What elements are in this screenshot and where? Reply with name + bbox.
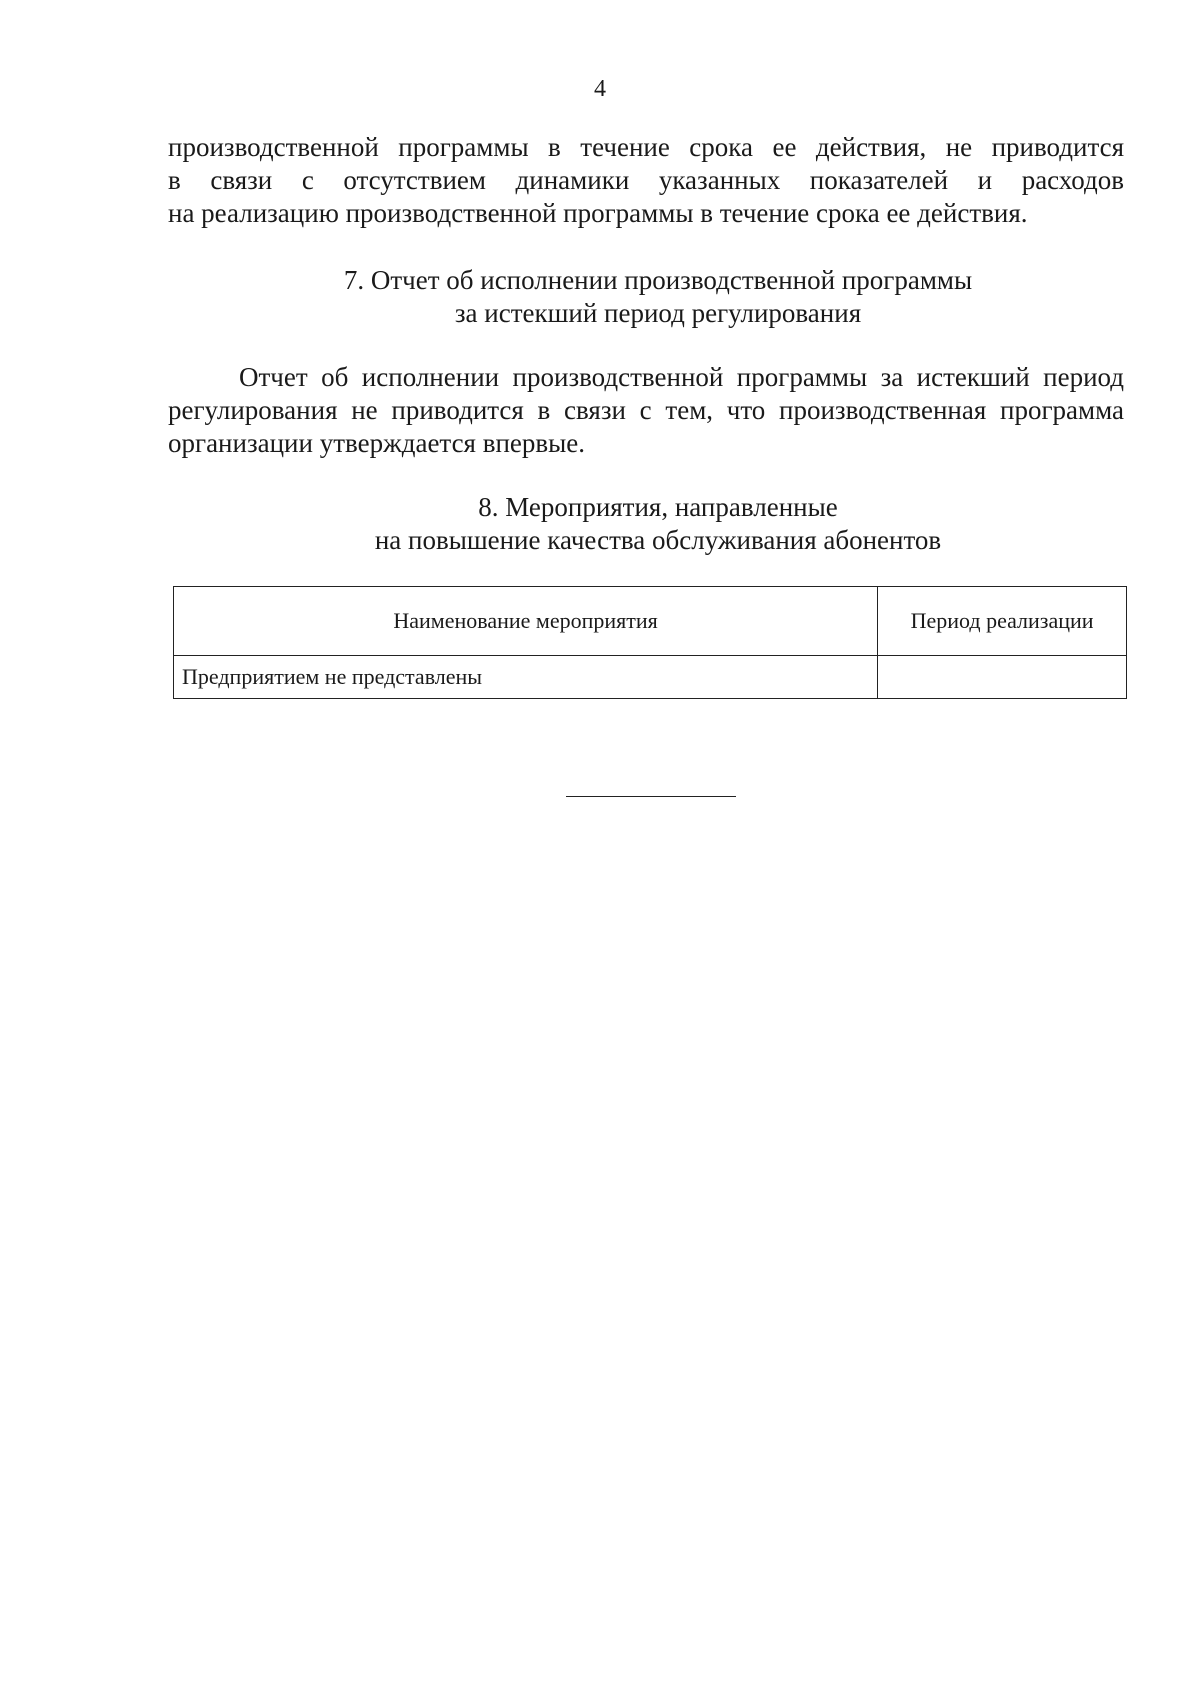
page-number: 4 — [594, 76, 606, 102]
table-row — [174, 656, 1127, 699]
intro-paragraph — [168, 131, 1124, 230]
paragraph-line: на реализацию производственной программы в течение срока ее действия. — [168, 198, 1028, 228]
column-header-period: Период реализации — [878, 587, 1127, 656]
paragraph-line: регулирования не приводится в связи с тем, что производственная программа — [168, 395, 1124, 425]
measures-table — [173, 586, 1127, 699]
heading-line: 8. Мероприятия, направленные — [478, 492, 838, 522]
table-cell-name: Предприятием не представлены — [174, 656, 878, 699]
heading-line: за истекший период регулирования — [454, 298, 862, 328]
section-8-heading — [180, 491, 1136, 557]
heading-line: 7. Отчет об исполнении производственной программы — [343, 265, 973, 295]
section-7-heading — [180, 264, 1136, 330]
table-header-row — [174, 587, 1127, 656]
end-of-document-rule — [566, 796, 736, 797]
paragraph-line: производственной программы в течение срока ее действия, не приводится — [168, 132, 1124, 162]
section-7-paragraph — [168, 361, 1124, 460]
paragraph-line: организации утверждается впервые. — [168, 428, 586, 458]
paragraph-line: в связи с отсутствием динамики указанных показателей и расходов — [168, 165, 1124, 195]
paragraph-line: Отчет об исполнении производственной программы за истекший период — [239, 362, 1124, 392]
column-header-name: Наименование мероприятия — [174, 587, 878, 656]
table-cell-period — [878, 656, 1127, 699]
heading-line: на повышение качества обслуживания абонентов — [374, 525, 942, 555]
